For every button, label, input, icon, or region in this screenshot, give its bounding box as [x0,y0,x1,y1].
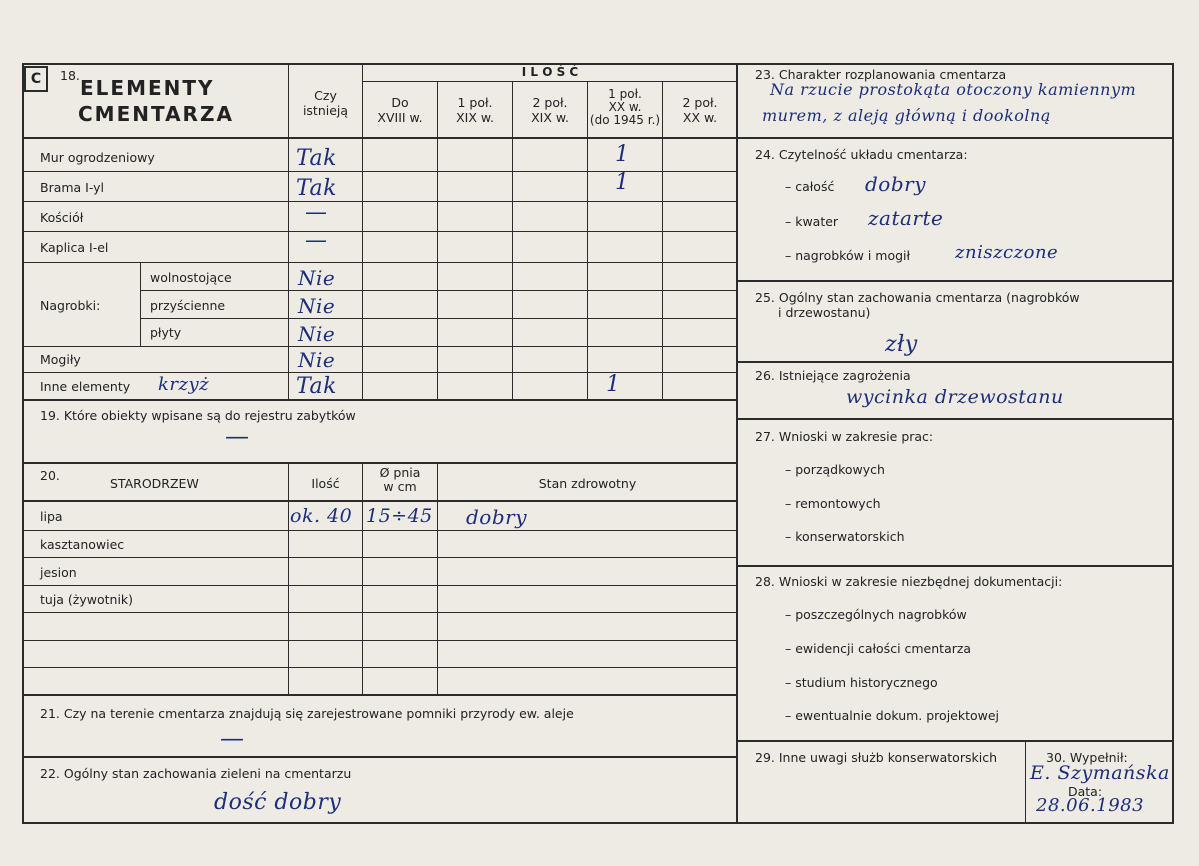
s23-bottom [736,137,1174,139]
exists-kaplica: — [305,228,328,253]
q20-col-health: Stan zdrowotny [538,476,637,491]
s18-row-line-3 [22,231,737,232]
q25-label-line2: i drzewostanu) [778,305,871,320]
q28-item-nagrobkow: – poszczególnych nagrobków [785,607,967,622]
s18-vline-nagrobki [140,262,141,346]
tree-health-lipa: dobry [466,505,528,529]
element-label-mur: Mur ogrodzeniowy [40,150,155,165]
s19-bottom [22,462,737,464]
tree-name-tuja: tuja (żywotnik) [40,592,134,607]
q30-date-label: Data: [1068,784,1103,799]
section18-number: 18. [60,68,80,83]
period-header-3 [513,95,587,125]
exists-wolnostojace: Nie [298,266,336,290]
tree-dia-lipa: 15÷45 [366,505,433,527]
q19-answer: — [225,422,250,450]
q21-answer: — [220,724,245,752]
period-label-3: 2 poł. XIX w. [531,95,569,125]
q24-answer-nagrobkow: zniszczone [955,242,1059,263]
q25-answer: zły [885,332,918,357]
element-label-kaplica: Kaplica I-el [40,240,109,255]
s20-row-line-6 [22,667,737,668]
s18-vline-p2 [512,82,513,399]
q22-label: 22. Ogólny stan zachowania zieleni na cmentarzu [40,766,352,781]
s20-row-line-5 [22,640,737,641]
s25-bottom [736,361,1174,363]
card-letter: C [24,66,48,92]
q20-col-dia [363,466,437,494]
q25-label-line1: 25. Ogólny stan zachowania cmentarza (nagrobków [755,290,1080,305]
period-label-2: 1 poł. XIX w. [456,95,494,125]
s18-row-line-4 [22,262,737,263]
period-label-1: Do XVIII w. [377,95,423,125]
frame-bottom [22,822,1174,824]
nagrobki-label: Nagrobki: [40,298,101,313]
s20-bottom [22,694,737,696]
s18-header-bottom [22,137,737,139]
q30-date: 28.06.1983 [1036,795,1145,816]
element-label-kosciol: Kościół [40,210,84,225]
q28-item-studium: – studium historycznego [785,675,938,690]
q28-item-projektowej: – ewentualnie dokum. projektowej [785,708,1000,723]
q22-answer: dość dobry [214,790,342,815]
s28-bottom [736,740,1174,742]
inne-label: Inne elementy [40,379,131,394]
s20-row-line-4 [22,612,737,613]
s20-vline-dia [362,462,363,694]
q20-col-dia-label: Ø pnia w cm [379,465,421,494]
q26-label: 26. Istniejące zagrożenia [755,368,911,383]
exists-mur: Tak [296,146,337,171]
nagrobki-label-plyty: płyty [150,325,182,340]
q29-label: 29. Inne uwagi służb konserwatorskich [755,750,997,765]
s18-bottom [22,399,737,401]
s18-row-line-6 [140,318,737,319]
s18-row-line-8 [22,372,737,373]
element-label-brama: Brama I-yl [40,180,105,195]
section18-title-line2: CMENTARZA [78,102,234,126]
s20-vline-health [437,462,438,694]
s20-vline-qty [288,462,289,694]
section18-title-line1: ELEMENTY [80,76,215,100]
period-header-1 [363,95,437,125]
mogily-label: Mogiły [40,352,81,367]
q24-answer-kwater: zatarte [868,206,944,230]
s24-bottom [736,280,1174,282]
period-header-2 [438,95,512,125]
q28-item-ewidencji: – ewidencji całości cmentarza [785,641,972,656]
q23-answer-line2: murem, z aleją główną i dookolną [762,106,1051,125]
tree-name-jesion: jesion [40,565,77,580]
period-header-5 [663,95,737,125]
q27-item-remontowych: – remontowych [785,496,881,511]
s21-bottom [22,756,737,758]
s18-row-line-5 [140,290,737,291]
q19-label: 19. Które obiekty wpisane są do rejestru zabytków [40,408,356,423]
period-header-4 [588,88,662,127]
qty-1945-brama: 1 [615,170,630,195]
q27-label: 27. Wnioski w zakresie prac: [755,429,934,444]
s18-row-line-1 [22,171,737,172]
s30-vline [1025,740,1026,824]
exists-mogily: Nie [298,348,336,372]
frame-right [1172,63,1174,824]
period-label-5: 2 poł. XX w. [682,95,718,125]
q24-label: 24. Czytelność układu cmentarza: [755,147,968,162]
q24-item-nagrobkow: – nagrobków i mogił [785,248,911,263]
tree-name-kasztanowiec: kasztanowiec [40,537,125,552]
q24-item-calosc: – całość [785,179,835,194]
exists-przyscienne: Nie [298,294,336,318]
q27-item-porzadkowych: – porządkowych [785,462,885,477]
frame-left [22,63,24,824]
qty-1945-mur: 1 [615,142,630,167]
ilosc-header: I L O Ś Ć [521,65,579,79]
middle-divider [736,63,738,824]
s18-vline-p1 [437,82,438,399]
q21-label: 21. Czy na terenie cmentarza znajdują się zarejestrowane pomniki przyrody ew. aleje [40,706,574,721]
s20-row-line-3 [22,585,737,586]
q24-item-kwater: – kwater [785,214,839,229]
exists-brama: Tak [296,176,337,201]
exists-plyty: Nie [298,322,336,346]
s18-row-line-7 [22,346,737,347]
ilosc-underline [362,81,737,82]
tree-qty-lipa: ok. 40 [290,505,353,527]
q27-item-konserwatorskich: – konserwatorskich [785,529,905,544]
q23-answer-line1: Na rzucie prostokąta otoczony kamiennym [770,80,1137,99]
exists-inne: Tak [296,374,337,399]
q23-label: 23. Charakter rozplanowania cmentarza [755,67,1007,82]
s20-row-line-2 [22,557,737,558]
tree-name-lipa: lipa [40,509,63,524]
q30-signature: E. Szymańska [1030,762,1170,784]
s18-vline-p4 [662,82,663,399]
q30-label: 30. Wypełnił: [1046,750,1128,765]
s18-row-line-2 [22,201,737,202]
q20-title: STARODRZEW [110,476,199,491]
col-exists-label: Czy istnieją [302,88,349,118]
q24-answer-calosc: dobry [865,172,927,196]
q20-col-qty: Ilość [311,476,340,491]
q26-answer: wycinka drzewostanu [846,386,1064,408]
s26-bottom [736,418,1174,420]
s27-bottom [736,565,1174,567]
q28-label: 28. Wnioski w zakresie niezbędnej dokumentacji: [755,574,1063,589]
nagrobki-label-przyscienne: przyścienne [150,298,226,313]
inne-note: krzyż [158,374,210,395]
q20-number: 20. [40,468,60,483]
s18-vline-p3 [587,82,588,399]
col-exists-header [289,88,362,118]
period-label-4: 1 poł. XX w. (do 1945 r.) [589,87,661,127]
exists-kosciol: — [305,200,328,225]
nagrobki-label-wolnostojace: wolnostojące [150,270,232,285]
qty-1945-inne: 1 [606,372,621,397]
s20-header-bottom [22,500,737,502]
s20-row-line-1 [22,530,737,531]
